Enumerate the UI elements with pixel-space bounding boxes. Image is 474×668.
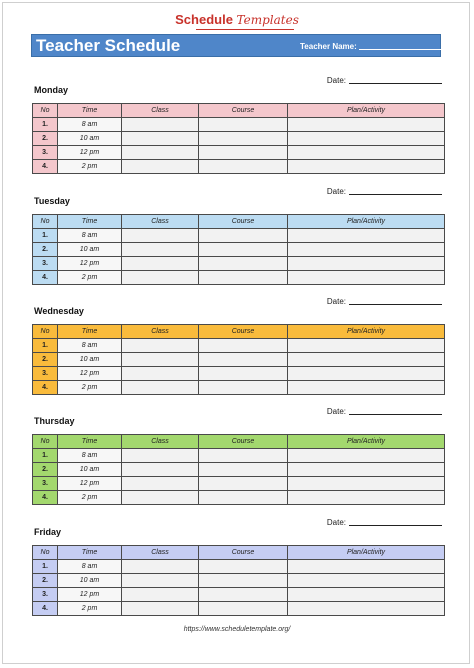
row-number: 4. xyxy=(33,381,58,395)
class-cell[interactable] xyxy=(122,463,199,477)
row-number: 2. xyxy=(33,353,58,367)
plan-cell[interactable] xyxy=(288,463,445,477)
time-cell: 12 pm xyxy=(58,367,122,381)
day-section-wednesday xyxy=(31,296,444,396)
class-cell[interactable] xyxy=(122,243,199,257)
date-label: Date: xyxy=(326,407,346,416)
time-cell: 10 am xyxy=(58,243,122,257)
column-header: Time xyxy=(58,215,122,229)
schedule-table xyxy=(32,545,445,616)
row-number: 2. xyxy=(33,574,58,588)
course-cell[interactable] xyxy=(199,381,288,395)
class-cell[interactable] xyxy=(122,449,199,463)
class-cell[interactable] xyxy=(122,560,199,574)
time-cell: 8 am xyxy=(58,560,122,574)
plan-cell[interactable] xyxy=(288,602,445,616)
column-header: Plan/Activity xyxy=(288,546,445,560)
plan-cell[interactable] xyxy=(288,367,445,381)
day-section-thursday xyxy=(31,406,444,506)
teacher-name-field[interactable] xyxy=(300,41,442,52)
table-header-row xyxy=(33,215,445,229)
column-header: Time xyxy=(58,546,122,560)
column-header: Class xyxy=(122,546,199,560)
page-title: Teacher Schedule xyxy=(36,36,181,55)
plan-cell[interactable] xyxy=(288,132,445,146)
table-header-row xyxy=(33,546,445,560)
time-cell: 8 am xyxy=(58,339,122,353)
column-header: Class xyxy=(122,215,199,229)
column-header: Course xyxy=(199,215,288,229)
date-field[interactable] xyxy=(327,296,442,306)
row-number: 3. xyxy=(33,477,58,491)
course-cell[interactable] xyxy=(199,367,288,381)
column-header: Course xyxy=(199,546,288,560)
table-row xyxy=(33,146,445,160)
course-cell[interactable] xyxy=(199,491,288,505)
plan-cell[interactable] xyxy=(288,243,445,257)
table-row xyxy=(33,118,445,132)
class-cell[interactable] xyxy=(122,132,199,146)
row-number: 2. xyxy=(33,132,58,146)
course-cell[interactable] xyxy=(199,353,288,367)
column-header: Course xyxy=(199,325,288,339)
date-label: Date: xyxy=(326,518,346,527)
date-field[interactable] xyxy=(327,75,442,85)
day-section-monday xyxy=(31,75,444,175)
class-cell[interactable] xyxy=(122,271,199,285)
column-header: Class xyxy=(122,325,199,339)
day-label: Friday xyxy=(34,527,62,537)
schedule-table xyxy=(32,103,445,174)
schedule-table xyxy=(32,324,445,395)
time-cell: 10 am xyxy=(58,353,122,367)
day-label: Wednesday xyxy=(34,306,84,316)
table-row xyxy=(33,560,445,574)
course-cell[interactable] xyxy=(199,588,288,602)
course-cell[interactable] xyxy=(199,257,288,271)
class-cell[interactable] xyxy=(122,160,199,174)
row-number: 4. xyxy=(33,602,58,616)
class-cell[interactable] xyxy=(122,602,199,616)
time-cell: 2 pm xyxy=(58,381,122,395)
column-header: No xyxy=(33,546,58,560)
row-number: 3. xyxy=(33,588,58,602)
class-cell[interactable] xyxy=(122,588,199,602)
table-header-row xyxy=(33,104,445,118)
course-cell[interactable] xyxy=(199,146,288,160)
table-row xyxy=(33,381,445,395)
time-cell: 8 am xyxy=(58,229,122,243)
table-row xyxy=(33,160,445,174)
time-cell: 8 am xyxy=(58,449,122,463)
time-cell: 10 am xyxy=(58,574,122,588)
plan-cell[interactable] xyxy=(288,146,445,160)
teacher-name-line[interactable] xyxy=(359,41,442,50)
time-cell: 12 pm xyxy=(58,588,122,602)
column-header: Time xyxy=(58,104,122,118)
day-section-friday xyxy=(31,517,444,617)
row-number: 3. xyxy=(33,257,58,271)
date-line[interactable] xyxy=(349,517,442,526)
plan-cell[interactable] xyxy=(288,491,445,505)
plan-cell[interactable] xyxy=(288,160,445,174)
class-cell[interactable] xyxy=(122,381,199,395)
day-label: Monday xyxy=(34,85,69,95)
time-cell: 2 pm xyxy=(58,602,122,616)
table-row xyxy=(33,463,445,477)
row-number: 2. xyxy=(33,243,58,257)
date-line[interactable] xyxy=(349,296,442,305)
column-header: Plan/Activity xyxy=(288,215,445,229)
plan-cell[interactable] xyxy=(288,381,445,395)
time-cell: 10 am xyxy=(58,463,122,477)
plan-cell[interactable] xyxy=(288,560,445,574)
class-cell[interactable] xyxy=(122,353,199,367)
row-number: 2. xyxy=(33,463,58,477)
table-header-row xyxy=(33,325,445,339)
course-cell[interactable] xyxy=(199,477,288,491)
table-row xyxy=(33,602,445,616)
time-cell: 2 pm xyxy=(58,160,122,174)
row-number: 4. xyxy=(33,271,58,285)
date-line[interactable] xyxy=(349,75,442,84)
row-number: 4. xyxy=(33,160,58,174)
table-row xyxy=(33,353,445,367)
date-line[interactable] xyxy=(349,186,442,195)
table-row xyxy=(33,229,445,243)
table-row xyxy=(33,132,445,146)
schedule-table xyxy=(32,214,445,285)
logo-underline xyxy=(196,29,294,30)
logo-text-schedule: Schedule xyxy=(175,12,233,27)
logo xyxy=(0,12,474,28)
class-cell[interactable] xyxy=(122,339,199,353)
row-number: 1. xyxy=(33,229,58,243)
table-header-row xyxy=(33,435,445,449)
course-cell[interactable] xyxy=(199,602,288,616)
row-number: 4. xyxy=(33,491,58,505)
logo-text-templates: Templates xyxy=(236,13,299,27)
title-bar xyxy=(31,34,441,57)
time-cell: 12 pm xyxy=(58,146,122,160)
date-label: Date: xyxy=(326,76,346,85)
table-row xyxy=(33,491,445,505)
row-number: 1. xyxy=(33,449,58,463)
class-cell[interactable] xyxy=(122,491,199,505)
course-cell[interactable] xyxy=(199,160,288,174)
column-header: No xyxy=(33,435,58,449)
date-label: Date: xyxy=(326,187,346,196)
course-cell[interactable] xyxy=(199,339,288,353)
plan-cell[interactable] xyxy=(288,339,445,353)
time-cell: 2 pm xyxy=(58,271,122,285)
day-label: Thursday xyxy=(34,416,75,426)
column-header: No xyxy=(33,104,58,118)
row-number: 1. xyxy=(33,560,58,574)
class-cell[interactable] xyxy=(122,146,199,160)
table-row xyxy=(33,243,445,257)
column-header: No xyxy=(33,215,58,229)
course-cell[interactable] xyxy=(199,243,288,257)
table-row xyxy=(33,339,445,353)
date-field[interactable] xyxy=(327,517,442,527)
date-field[interactable] xyxy=(327,406,442,416)
course-cell[interactable] xyxy=(199,132,288,146)
course-cell[interactable] xyxy=(199,118,288,132)
table-row xyxy=(33,367,445,381)
teacher-name-label: Teacher Name: xyxy=(300,42,357,51)
row-number: 1. xyxy=(33,118,58,132)
course-cell[interactable] xyxy=(199,271,288,285)
day-section-tuesday xyxy=(31,186,444,286)
table-row xyxy=(33,477,445,491)
time-cell: 12 pm xyxy=(58,257,122,271)
time-cell: 8 am xyxy=(58,118,122,132)
row-number: 3. xyxy=(33,367,58,381)
table-row xyxy=(33,257,445,271)
column-header: No xyxy=(33,325,58,339)
date-line[interactable] xyxy=(349,406,442,415)
time-cell: 12 pm xyxy=(58,477,122,491)
course-cell[interactable] xyxy=(199,574,288,588)
course-cell[interactable] xyxy=(199,463,288,477)
plan-cell[interactable] xyxy=(288,477,445,491)
plan-cell[interactable] xyxy=(288,257,445,271)
table-row xyxy=(33,449,445,463)
plan-cell[interactable] xyxy=(288,271,445,285)
time-cell: 2 pm xyxy=(58,491,122,505)
plan-cell[interactable] xyxy=(288,353,445,367)
day-label: Tuesday xyxy=(34,196,70,206)
class-cell[interactable] xyxy=(122,477,199,491)
column-header: Plan/Activity xyxy=(288,325,445,339)
table-row xyxy=(33,574,445,588)
date-field[interactable] xyxy=(327,186,442,196)
footer-url[interactable]: https://www.scheduletemplate.org/ xyxy=(183,626,291,633)
column-header: Class xyxy=(122,435,199,449)
class-cell[interactable] xyxy=(122,574,199,588)
column-header: Plan/Activity xyxy=(288,435,445,449)
column-header: Time xyxy=(58,435,122,449)
course-cell[interactable] xyxy=(199,560,288,574)
column-header: Course xyxy=(199,435,288,449)
table-row xyxy=(33,588,445,602)
column-header: Class xyxy=(122,104,199,118)
table-row xyxy=(33,271,445,285)
column-header: Plan/Activity xyxy=(288,104,445,118)
date-label: Date: xyxy=(326,297,346,306)
time-cell: 10 am xyxy=(58,132,122,146)
course-cell[interactable] xyxy=(199,229,288,243)
column-header: Time xyxy=(58,325,122,339)
plan-cell[interactable] xyxy=(288,118,445,132)
class-cell[interactable] xyxy=(122,257,199,271)
plan-cell[interactable] xyxy=(288,229,445,243)
column-header: Course xyxy=(199,104,288,118)
course-cell[interactable] xyxy=(199,449,288,463)
plan-cell[interactable] xyxy=(288,588,445,602)
row-number: 1. xyxy=(33,339,58,353)
class-cell[interactable] xyxy=(122,367,199,381)
plan-cell[interactable] xyxy=(288,574,445,588)
class-cell[interactable] xyxy=(122,229,199,243)
class-cell[interactable] xyxy=(122,118,199,132)
row-number: 3. xyxy=(33,146,58,160)
plan-cell[interactable] xyxy=(288,449,445,463)
schedule-table xyxy=(32,434,445,505)
